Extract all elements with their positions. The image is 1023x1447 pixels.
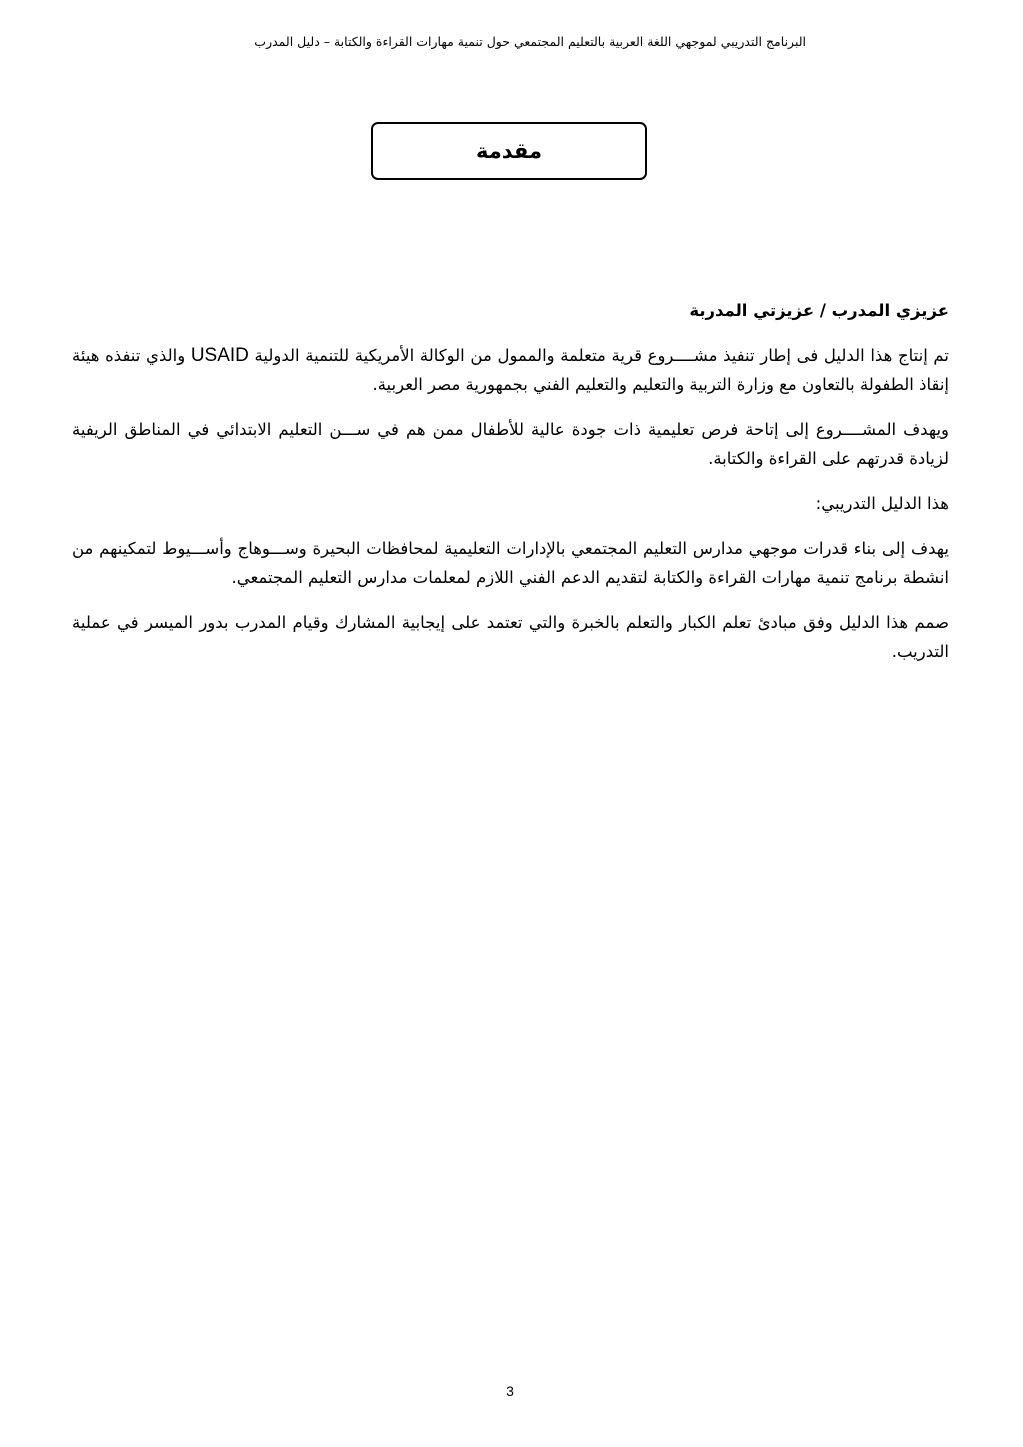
paragraph-project-intro xyxy=(72,341,949,399)
running-header: البرنامج التدريبي لموجهي اللغة العربية بالتعليم المجتمعي حول تنمية مهارات القراءة والكتابة – دليل المدرب xyxy=(254,34,806,49)
page-number: 3 xyxy=(506,1383,514,1399)
section-title: مقدمة xyxy=(476,139,542,163)
paragraph-guide-design: صمم هذا الدليل وفق مبادئ تعلم الكبار والتعلم بالخبرة والتي تعتمد على إيجابية المشارك وقيام المدرب بدور الميسر في عملية التدريب. xyxy=(72,613,949,661)
paragraph-project-intro-start: تم إنتاج هذا الدليل فى إطار تنفيذ مشــــروع قرية متعلمة والممول من الوكالة الأمريكية للتنمية الدولية xyxy=(248,346,949,365)
paragraph-project-intro-end: والذي تنفذه هيئة إنقاذ الطفولة بالتعاون مع وزارة التربية والتعليم والتعليم الفني بجمهورية مصر العربية. xyxy=(72,346,949,394)
section-title-box xyxy=(371,122,647,180)
paragraph-guide-purpose: يهدف إلى بناء قدرات موجهي مدارس التعليم المجتمعي بالإدارات التعليمية لمحافظات البحيرة وســـوهاج وأســـيوط لتمكينهم من انشطة برنامج تنمية مهارات القراءة والكتابة لتقديم الدعم الفني اللازم لمعلمات مدارس التعليم المجتمعي. xyxy=(72,539,949,587)
usaid-acronym: USAID xyxy=(190,345,249,366)
paragraph-project-goal: ويهدف المشــــروع إلى إتاحة فرص تعليمية ذات جودة عالية للأطفال ممن هم في ســـن التعليم الابتدائي في المناطق الريفية لزيادة قدرتهم على القراءة والكتابة. xyxy=(72,420,949,468)
document-body xyxy=(72,296,949,682)
salutation: عزيزي المدرب / عزيزتي المدربة xyxy=(689,301,949,320)
paragraph-guide-heading: هذا الدليل التدريبي: xyxy=(815,494,949,513)
